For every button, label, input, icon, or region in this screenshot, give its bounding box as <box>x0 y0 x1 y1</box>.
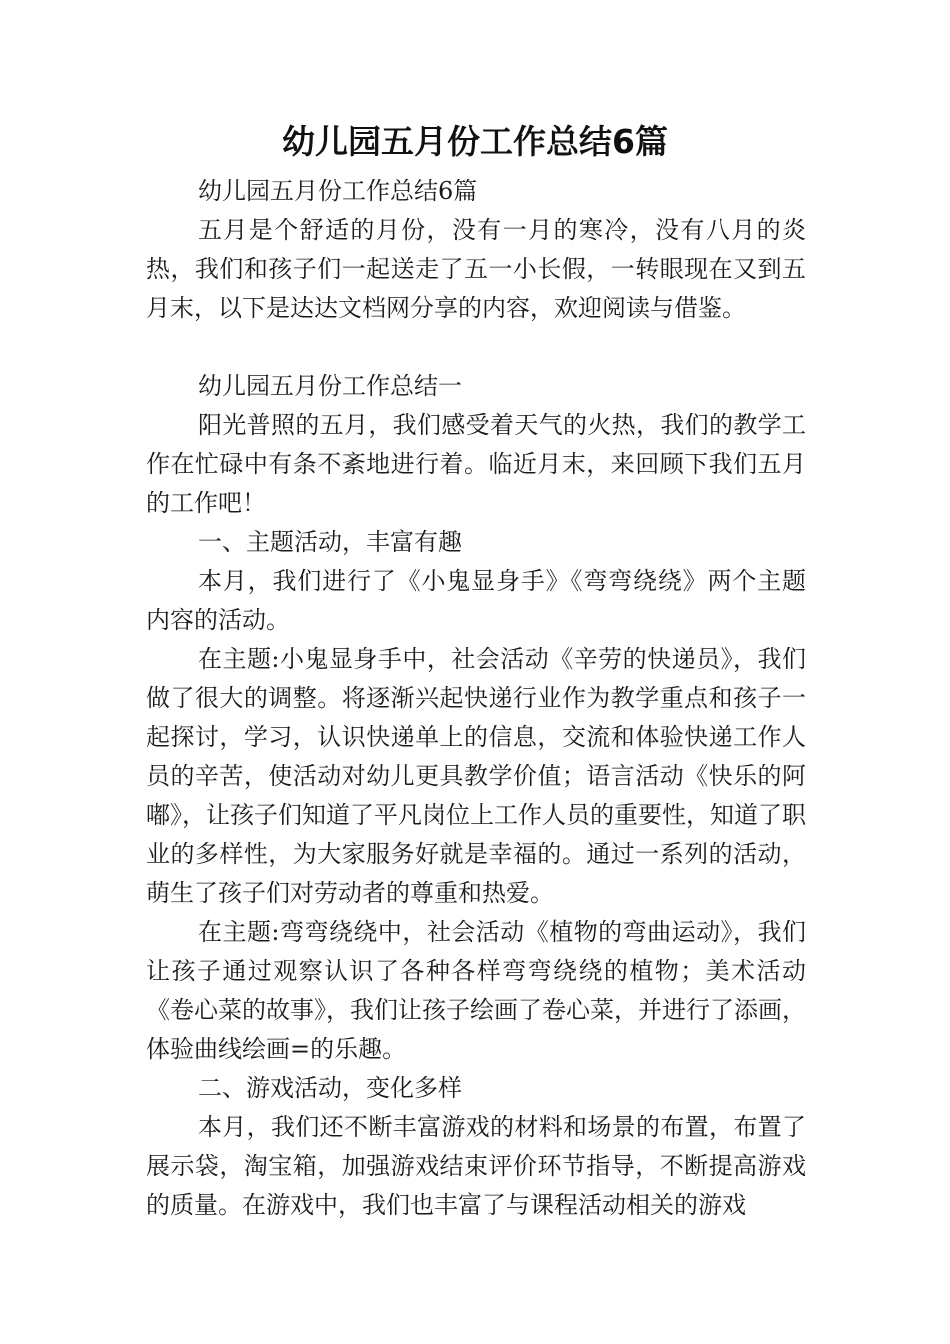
section-heading: 二、游戏活动，变化多样 <box>198 1074 462 1102</box>
body-paragraph: 在主题:小鬼显身手中，社会活动《辛劳的快递员》，我们做了很大的调整。将逐渐兴起快递行业作为教学重点和孩子一起探讨，学习，认识快递单上的信息，交流和体验快递工作人员的辛苦，使活动对幼儿更具教学价值；语言活动《快乐的阿嘟》，让孩子们知道了平凡岗位上工作人员的重要性，知道了职业的多样性，为大家服务好就是幸福的。通过一系列的活动，萌生了孩子们对劳动者的尊重和热爱。 <box>146 645 806 907</box>
section-heading: 幼儿园五月份工作总结一 <box>198 372 462 400</box>
subtitle-paragraph: 幼儿园五月份工作总结6篇 <box>198 177 478 205</box>
intro-paragraph: 五月是个舒适的月份，没有一月的寒冷，没有八月的炎热，我们和孩子们一起送走了五一小长假，一转眼现在又到五月末，以下是达达文档网分享的内容，欢迎阅读与借鉴。 <box>146 216 806 322</box>
body-paragraph: 本月，我们还不断丰富游戏的材料和场景的布置，布置了展示袋，淘宝箱，加强游戏结束评价环节指导，不断提高游戏的质量。在游戏中，我们也丰富了与课程活动相关的游戏 <box>146 1113 806 1219</box>
blank-line <box>146 328 806 367</box>
section-heading: 一、主题活动，丰富有趣 <box>198 528 462 556</box>
document-title: 幼儿园五月份工作总结6篇 <box>282 122 668 161</box>
document-body <box>146 172 806 1225</box>
body-paragraph: 阳光普照的五月，我们感受着天气的火热，我们的教学工作在忙碌中有条不紊地进行着。临近月末，来回顾下我们五月的工作吧！ <box>146 411 806 517</box>
body-paragraph: 本月，我们进行了《小鬼显身手》《弯弯绕绕》两个主题内容的活动。 <box>146 567 806 634</box>
body-paragraph: 在主题:弯弯绕绕中，社会活动《植物的弯曲运动》，我们让孩子通过观察认识了各种各样弯弯绕绕的植物；美术活动《卷心菜的故事》，我们让孩子绘画了卷心菜，并进行了添画，体验曲线绘画=的乐趣。 <box>146 918 806 1063</box>
